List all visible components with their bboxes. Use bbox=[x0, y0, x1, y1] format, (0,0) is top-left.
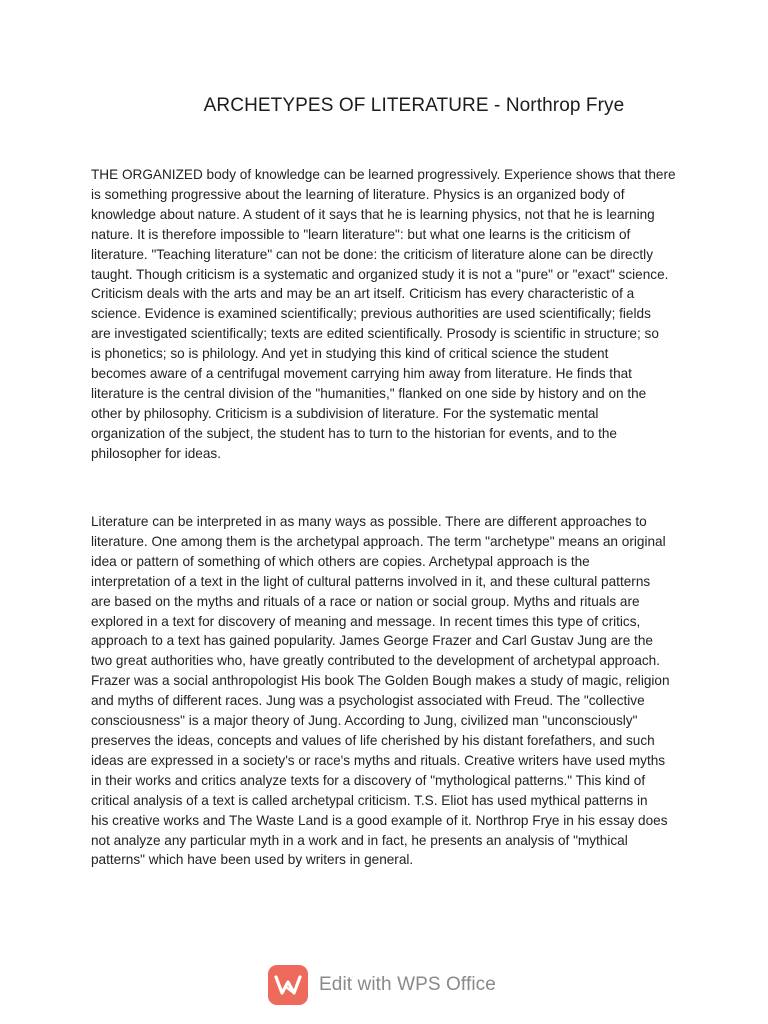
text-line: literature is the central division of the "humanities," flanked on one side by history and on the bbox=[91, 385, 647, 401]
text-line: consciousness" is a major theory of Jung. According to Jung, civilized man "unconsciously" bbox=[91, 713, 638, 729]
text-line: are based on the myths and rituals of a race or nation or social group. Myths and rituals are bbox=[91, 593, 640, 609]
text-line: not analyze any particular myth in a work and in fact, he presents an analysis of "mythical bbox=[91, 832, 628, 848]
wps-office-logo-icon bbox=[268, 965, 308, 1005]
text-line: approach to a text has gained popularity. James George Frazer and Carl Gustav Jung are the bbox=[91, 633, 653, 649]
text-line: literature. "Teaching literature" can not be done: the criticism of literature alone can be directly bbox=[91, 246, 654, 262]
text-line: critical analysis of a text is called archetypal criticism. T.S. Eliot has used mythical patterns in bbox=[91, 792, 648, 808]
paragraph-2 bbox=[91, 512, 691, 870]
text-line: and myths of different races. Jung was a psychologist associated with Freud. The "collective bbox=[91, 693, 645, 709]
text-line: two great authorities who, have greatly contributed to the development of archetypal approach. bbox=[91, 653, 661, 669]
text-line: organization of the subject, the student has to turn to the historian for events, and to the bbox=[91, 425, 617, 441]
text-line: THE ORGANIZED body of knowledge can be learned progressively. Experience shows that there bbox=[91, 167, 676, 182]
text-line: interpretation of a text in the light of cultural patterns involved in it, and these cultural patterns bbox=[91, 573, 651, 589]
page-title: ARCHETYPES OF LITERATURE - Northrop Frye bbox=[203, 95, 625, 116]
text-line: literature. One among them is the archetypal approach. The term "archetype" means an original bbox=[91, 533, 666, 549]
text-line: patterns" which have been used by writers in general. bbox=[91, 852, 414, 868]
text-line: Criticism deals with the arts and may be an art itself. Criticism has every characteristic of a bbox=[91, 286, 635, 302]
text-line: is phonetics; so is philology. And yet in studying this kind of critical science the student bbox=[91, 346, 609, 362]
text-line: is something progressive about the learning of literature. Physics is an organized body of bbox=[91, 186, 625, 202]
text-line: in their works and critics analyze texts for a discovery of "mythological patterns." This kind of bbox=[91, 772, 646, 788]
text-line: becomes aware of a centrifugal movement carrying him away from literature. He finds that bbox=[91, 366, 632, 382]
text-line: other by philosophy. Criticism is a subdivision of literature. For the systematic mental bbox=[91, 405, 599, 421]
text-line: nature. It is therefore impossible to "learn literature": but what one learns is the criticism of bbox=[91, 226, 631, 242]
text-line: his creative works and The Waste Land is a good example of it. Northrop Frye in his essay does bbox=[91, 812, 668, 828]
text-line: idea or pattern of something of which others are copies. Archetypal approach is the bbox=[91, 553, 590, 569]
paragraph-1 bbox=[91, 165, 691, 464]
text-line: science. Evidence is examined scientifically; previous authorities are used scientifically; fields bbox=[91, 306, 651, 322]
text-line: taught. Though criticism is a systematic and organized study it is not a "pure" or "exact" science. bbox=[91, 266, 669, 282]
text-line: are investigated scientifically; texts are edited scientifically. Prosody is scientific in structure; so bbox=[91, 326, 659, 342]
text-line: explored in a text for discovery of meaning and message. In recent times this type of critics, bbox=[91, 613, 641, 629]
text-line: knowledge about nature. A student of it says that he is learning physics, not that he is learning bbox=[91, 206, 655, 222]
text-line: Literature can be interpreted in as many ways as possible. There are different approaches to bbox=[91, 514, 647, 529]
text-line: ideas are expressed in a society's or race's myths and rituals. Creative writers have used myths bbox=[91, 752, 666, 768]
text-line: preserves the ideas, concepts and values of life cherished by his distant forefathers, and such bbox=[91, 732, 655, 748]
edit-with-wps-badge[interactable] bbox=[268, 965, 496, 1005]
edit-with-wps-label: Edit with WPS Office bbox=[319, 974, 496, 995]
text-line: philosopher for ideas. bbox=[91, 445, 221, 461]
text-line: Frazer was a social anthropologist His book The Golden Bough makes a study of magic, religion bbox=[91, 673, 670, 689]
